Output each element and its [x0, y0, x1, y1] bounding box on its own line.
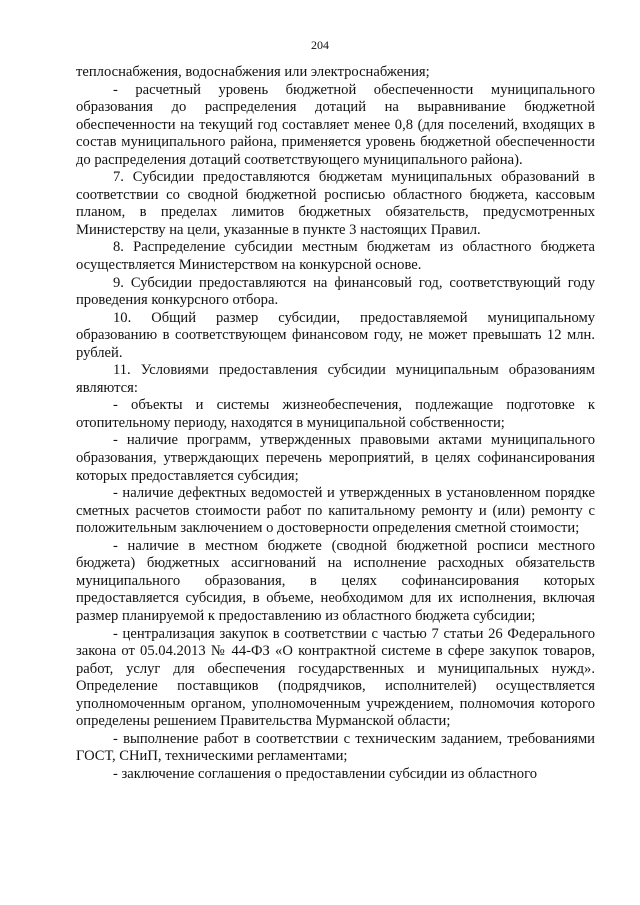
paragraph: - наличие программ, утвержденных правовыми актами муниципального образования, утверждающих перечень мероприятий, в целях софинансирования которых предоставляется субсидия;	[76, 432, 595, 484]
paragraph: 7. Субсидии предоставляются бюджетам муниципальных образований в соответствии со сводной бюджетной росписью областного бюджета, кассовым планом, в пределах лимитов бюджетных обязательств, предусмотренных Министерству на цели, указанные в пункте 3 настоящих Правил.	[76, 169, 595, 238]
paragraph: 11. Условиями предоставления субсидии муниципальным образованиям являются:	[76, 362, 595, 396]
paragraph: - выполнение работ в соответствии с техническим заданием, требованиями ГОСТ, СНиП, техническими регламентами;	[76, 730, 595, 765]
paragraph: 8. Распределение субсидии местным бюджетам из областного бюджета осуществляется Министерством на конкурсной основе.	[76, 239, 595, 274]
paragraph: - наличие в местном бюджете (сводной бюджетной росписи местного бюджета) бюджетных ассигнований на исполнение расходных обязательств муниципального образования, в целях софинансирования которых предоставляется субсидия, в объеме, необходимом для их исполнения, включая размер планируемой к предоставлению из областного бюджета субсидии;	[76, 537, 595, 624]
paragraph: 9. Субсидии предоставляются на финансовый год, соответствующий году проведения конкурсного отбора.	[76, 274, 595, 309]
paragraph: - наличие дефектных ведомостей и утвержденных в установленном порядке сметных расчетов стоимости работ по капитальному ремонту и (или) ремонту с положительным заключением о достоверности определения сметной стоимости;	[76, 485, 595, 537]
paragraph: - расчетный уровень бюджетной обеспеченности муниципального образования до распределения дотаций на выравнивание бюджетной обеспеченности на текущий год составляет менее 0,8 (для поселений, входящих в состав муниципального района, применяется уровень бюджетной обеспеченности до распределения дотаций соответствующего муниципального района).	[76, 81, 595, 168]
paragraph: - заключение соглашения о предоставлении субсидии из областного	[113, 765, 537, 782]
paragraph: - объекты и системы жизнеобеспечения, подлежащие подготовке к отопительному периоду, находятся в муниципальной собственности;	[76, 397, 595, 431]
paragraph: - централизация закупок в соответствии с частью 7 статьи 26 Федерального закона от 05.04.2013 № 44-ФЗ «О контрактной системе в сфере закупок товаров, работ, услуг для обеспечения государственных и муниципальных нужд». Определение поставщиков (подрядчиков, исполнителей) осуществляется уполномоченным органом, уполномоченным учреждением, полномочия которого определены решением Правительства Мурманской области;	[76, 625, 595, 730]
paragraph: теплоснабжения, водоснабжения или электроснабжения;	[76, 64, 430, 80]
document-body	[76, 64, 595, 783]
paragraph: 10. Общий размер субсидии, предоставляемой муниципальному образованию в соответствующем финансовом году, не может превышать 12 млн. рублей.	[76, 309, 595, 361]
page-number: 204	[311, 38, 329, 52]
